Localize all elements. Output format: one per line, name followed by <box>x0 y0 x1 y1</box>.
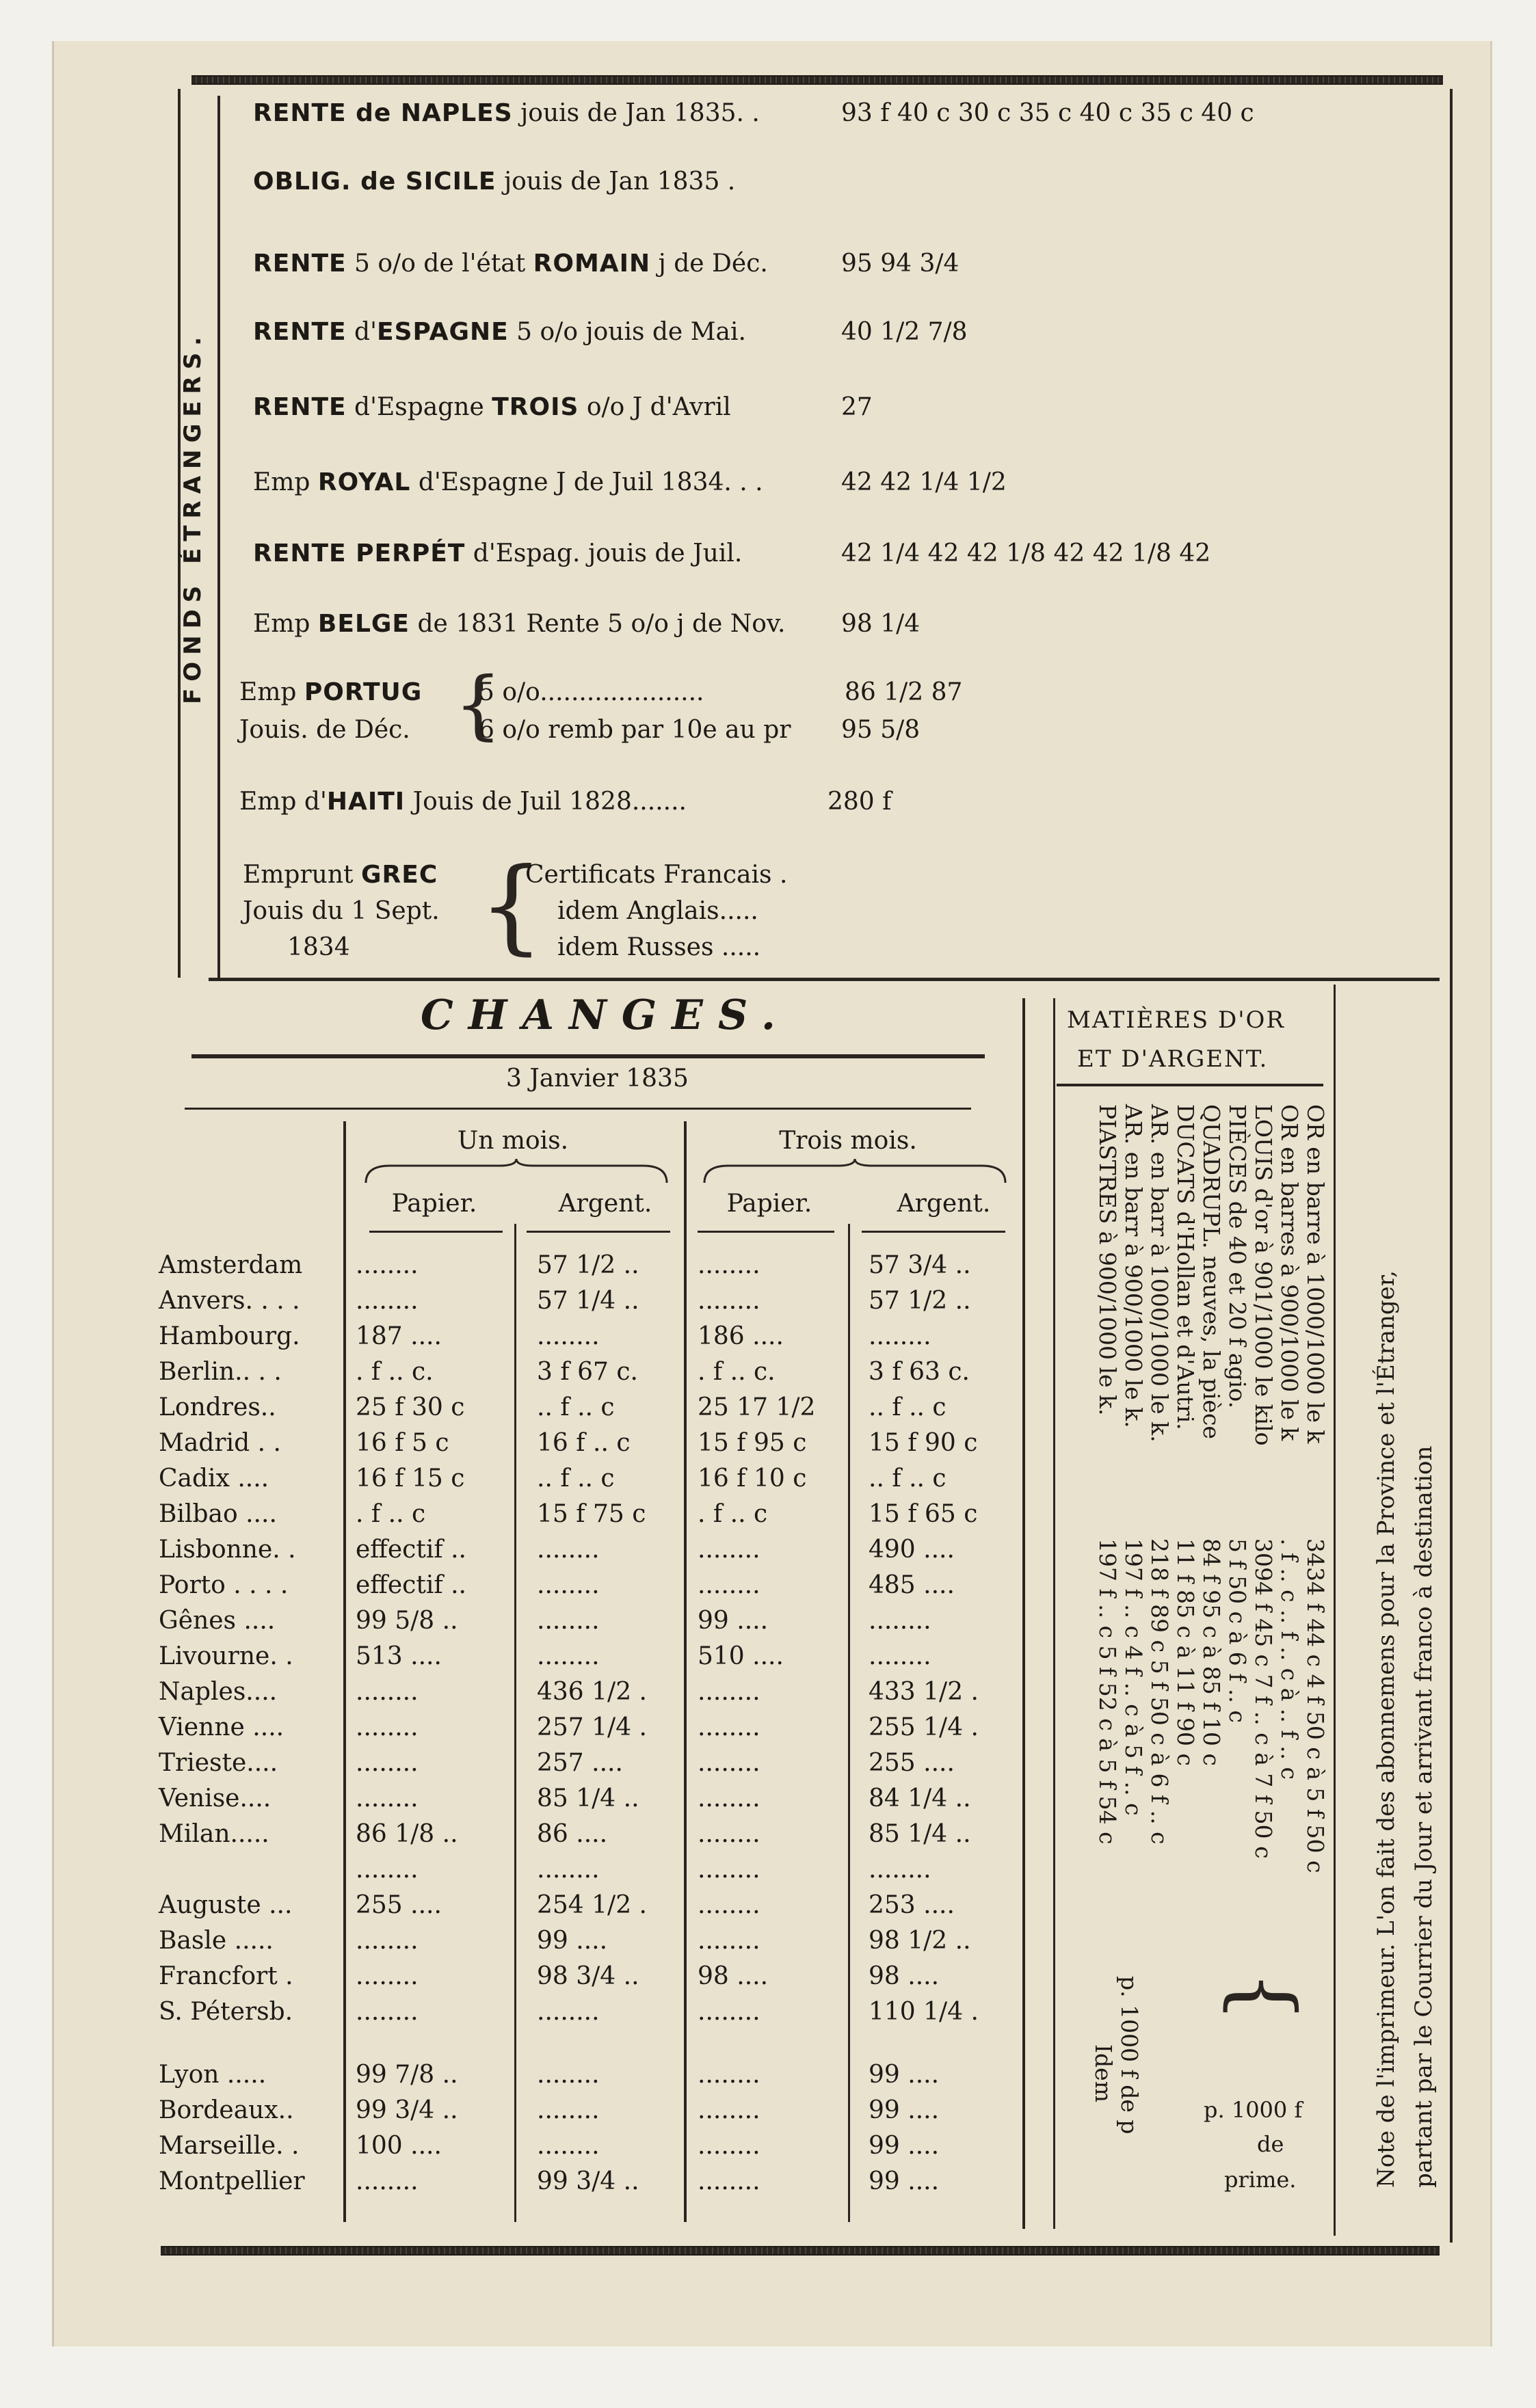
fonds-inner-line <box>217 96 220 978</box>
col-papier-2: Papier. <box>726 1190 812 1218</box>
change-cell: ........ <box>537 1322 600 1350</box>
portug-label-line1 <box>239 680 422 705</box>
portug-brace: { <box>454 660 502 748</box>
change-cell: 254 1/2 . <box>537 1891 647 1919</box>
fonds-row-label-part: OBLIG. de SICILE <box>253 168 496 196</box>
portug-name: PORTUG <box>304 678 423 706</box>
change-cell: 99 .... <box>869 2096 940 2124</box>
portug-5-label: 5 o/o..................... <box>479 678 704 706</box>
change-cell: 433 1/2 . <box>869 1678 979 1706</box>
col-line-3 <box>684 1121 687 2222</box>
change-cell: ........ <box>356 1713 419 1741</box>
change-cell: ........ <box>356 1749 419 1777</box>
fonds-row-label-part: d'Espagne J de Juil 1834. . . <box>410 468 763 496</box>
fonds-row-label-part: d' <box>346 318 377 346</box>
change-cell: 98 3/4 .. <box>537 1962 639 1990</box>
matieres-title-1: MATIÈRES D'OR <box>1067 1006 1286 1034</box>
change-cell: 84 1/4 .. <box>869 1784 971 1812</box>
change-cell: 255 .... <box>356 1891 442 1919</box>
change-cell: 15 f 75 c <box>537 1500 646 1528</box>
change-cell: 99 .... <box>869 2132 940 2160</box>
grec-name: GREC <box>360 861 438 889</box>
change-cell: ........ <box>698 1536 760 1564</box>
change-cell: ........ <box>537 1571 600 1599</box>
fonds-row-label-part: ROYAL <box>317 468 411 496</box>
fonds-row-values: 27 <box>841 393 873 421</box>
portug-5-values: 86 1/2 87 <box>845 678 963 706</box>
change-cell: ........ <box>698 1856 760 1884</box>
change-cell: ........ <box>869 1856 931 1884</box>
changes-date-rule <box>185 1108 971 1110</box>
portug-6-label: 6 o/o remb par 10e au pr <box>479 716 791 744</box>
fonds-row-values: 42 42 1/4 1/2 <box>841 468 1007 496</box>
change-cell: 99 7/8 .. <box>356 2061 458 2089</box>
change-cell: 16 f .. c <box>537 1429 631 1457</box>
change-cell: ........ <box>698 1287 760 1315</box>
change-city: Milan..... <box>159 1820 269 1848</box>
change-cell: ........ <box>356 1678 419 1706</box>
fonds-row-label <box>253 470 763 495</box>
grec-brace: { <box>479 846 544 965</box>
change-city: Basle ..... <box>159 1927 274 1955</box>
matiere-value: 11 f 85 c à 11 f 90 c <box>1172 1538 1199 1766</box>
col-head-rule-2 <box>527 1231 670 1233</box>
change-city: Gênes .... <box>159 1607 276 1635</box>
change-cell: ........ <box>698 1749 760 1777</box>
change-cell: ........ <box>698 1251 760 1279</box>
prime-3: prime. <box>1224 2167 1297 2193</box>
matiere-label: PIÈCES de 40 et 20 f agio. <box>1224 1104 1251 1408</box>
fonds-row-values: 98 1/4 <box>841 610 921 638</box>
frame-right-line <box>1450 89 1453 2243</box>
change-cell: 513 .... <box>356 1642 442 1670</box>
fonds-row-label-part: RENTE <box>253 318 347 346</box>
change-city: Lisbonne. . <box>159 1536 296 1564</box>
fonds-row-label <box>253 612 786 637</box>
change-city: Auguste ... <box>159 1891 293 1919</box>
change-cell: ........ <box>537 2061 600 2089</box>
change-cell: 86 1/8 .. <box>356 1820 458 1848</box>
fonds-row-values: 93 f 40 c 30 c 35 c 40 c 35 c 40 c <box>841 99 1254 127</box>
change-cell: ........ <box>356 1784 419 1812</box>
change-cell: .. f .. c <box>537 1464 615 1493</box>
fonds-row-label <box>253 320 746 345</box>
fonds-row-label-part: RENTE de NAPLES <box>253 99 513 127</box>
col-papier-1: Papier. <box>391 1190 477 1218</box>
change-cell: . f .. c. <box>698 1358 776 1386</box>
haiti-name: HAITI <box>326 788 406 816</box>
change-cell: 16 f 15 c <box>356 1464 465 1493</box>
matiere-label: PIASTRES à 900/1000 le k. <box>1094 1104 1121 1416</box>
change-cell: ........ <box>356 1287 419 1315</box>
changes-title: CHANGES. <box>421 991 791 1039</box>
col-line-1 <box>343 1121 346 2222</box>
brace-un-mois <box>362 1159 670 1186</box>
change-city: Lyon ..... <box>159 2061 267 2089</box>
change-cell: 85 1/4 .. <box>537 1784 639 1812</box>
portug-label-line2: Jouis. de Déc. <box>239 716 410 744</box>
grec-line3: 1834 <box>287 933 350 961</box>
change-city: Porto . . . . <box>159 1571 289 1599</box>
change-city: Vienne .... <box>159 1713 284 1741</box>
fonds-row-label <box>253 541 742 566</box>
change-cell: ........ <box>356 2167 419 2195</box>
matiere-label: AR. en barr à 1000/1000 le k. <box>1146 1104 1173 1443</box>
col-argent-2: Argent. <box>897 1190 991 1218</box>
change-cell: ........ <box>698 2061 760 2089</box>
matiere-value: . f .. c .. f .. c à .. f .. c <box>1276 1538 1303 1780</box>
fonds-row-values: 95 94 3/4 <box>841 250 959 278</box>
matiere-value: 218 f 89 c 5 f 50 c à 6 f .. c <box>1146 1538 1173 1845</box>
change-cell: 16 f 5 c <box>356 1429 449 1457</box>
fonds-row-label-part: ESPAGNE <box>376 318 509 346</box>
change-cell: 253 .... <box>869 1891 955 1919</box>
change-cell: 99 5/8 .. <box>356 1607 458 1635</box>
change-cell: . f .. c. <box>356 1358 434 1386</box>
grec-line1 <box>243 863 438 887</box>
change-cell: ........ <box>356 1998 419 2026</box>
matiere-value: 197 f .. c 5 f 52 c à 5 f 54 c <box>1094 1538 1121 1845</box>
matiere-side-note-2: Idem <box>1090 2044 1117 2102</box>
change-city: Amsterdam <box>159 1251 303 1279</box>
change-cell: 98 .... <box>698 1962 769 1990</box>
change-cell: ........ <box>698 1784 760 1812</box>
matiere-label: OR en barres à 900/1000 le k <box>1276 1104 1303 1441</box>
fonds-row-label-part: TROIS <box>492 393 579 421</box>
fonds-row-label-part: d'Espagne <box>346 393 492 421</box>
fonds-side-label: FONDS ÉTRANGERS. <box>179 330 207 704</box>
change-cell: 510 .... <box>698 1642 784 1670</box>
portug-6-values: 95 5/8 <box>841 716 921 744</box>
change-cell: effectif .. <box>356 1536 466 1564</box>
change-city: Cadix .... <box>159 1464 269 1493</box>
haiti-values: 280 f <box>827 788 892 816</box>
change-city: Venise.... <box>159 1784 272 1812</box>
prime-1: p. 1000 f <box>1204 2097 1303 2123</box>
change-cell: 16 f 10 c <box>698 1464 807 1493</box>
grec-pre: Emprunt <box>243 861 361 889</box>
matiere-label: DUCATS d'Hollan et d'Autri. <box>1172 1104 1199 1430</box>
footnote-line2: partant par le Courrier du Jour et arrivant franco à destination <box>1410 1445 1438 2188</box>
change-cell: 85 1/4 .. <box>869 1820 971 1848</box>
change-cell: ........ <box>537 2096 600 2124</box>
fonds-row-label-part: RENTE PERPÉT <box>253 539 466 567</box>
change-cell: 98 1/2 .. <box>869 1927 971 1955</box>
matiere-value: 3094 f 45 c 7 f .. c à 7 f 50 c <box>1250 1538 1277 1859</box>
change-cell: 99 3/4 .. <box>537 2167 639 2195</box>
col-head-rule-4 <box>862 1231 1005 1233</box>
footnote-line1: Note de l'imprimeur. L'on fait des abonnemens pour la Province et l'Étranger, <box>1373 1270 1400 2188</box>
change-cell: 15 f 95 c <box>698 1429 807 1457</box>
fonds-row-label-part: o/o J d'Avril <box>579 393 731 421</box>
change-city: Berlin.. . . <box>159 1358 282 1386</box>
change-cell: . f .. c <box>698 1500 768 1528</box>
change-cell: 99 .... <box>869 2061 940 2089</box>
footnote-line <box>1334 985 1336 2236</box>
group-un-mois: Un mois. <box>457 1127 569 1155</box>
change-cell: ........ <box>698 1713 760 1741</box>
change-cell: 436 1/2 . <box>537 1678 647 1706</box>
change-cell: .. f .. c <box>869 1393 946 1421</box>
change-city: S. Pétersb. <box>159 1998 293 2026</box>
change-cell: .. f .. c <box>537 1393 615 1421</box>
change-cell: ........ <box>698 2132 760 2160</box>
matiere-value: 5 f 50 c à 6 f .. c <box>1224 1538 1251 1723</box>
prime-2: de <box>1257 2131 1284 2157</box>
change-cell: 57 1/4 .. <box>537 1287 639 1315</box>
change-cell: 257 .... <box>537 1749 623 1777</box>
change-city: Anvers. . . . <box>159 1287 300 1315</box>
brace-trois-mois <box>701 1159 1009 1186</box>
fonds-row-label-part: RENTE <box>253 393 347 421</box>
fonds-row-label-part: de 1831 Rente 5 o/o j de Nov. <box>410 610 786 638</box>
change-cell: 99 .... <box>537 1927 608 1955</box>
fonds-row-label-part: 5 o/o jouis de Mai. <box>508 318 746 346</box>
matiere-label: QUADRUPL. neuves, la pièce <box>1198 1104 1225 1439</box>
change-cell: ........ <box>356 1927 419 1955</box>
change-city: Marseille. . <box>159 2132 300 2160</box>
change-cell: . f .. c <box>356 1500 426 1528</box>
change-cell: 490 .... <box>869 1536 955 1564</box>
change-city: Londres.. <box>159 1393 276 1421</box>
col-argent-1: Argent. <box>558 1190 652 1218</box>
haiti-post: Jouis de Juil 1828....... <box>405 788 687 816</box>
change-cell: 25 f 30 c <box>356 1393 465 1421</box>
change-cell: ........ <box>537 1607 600 1635</box>
col-line-5 <box>1022 998 1025 2229</box>
fonds-row-label-part: BELGE <box>317 610 410 638</box>
change-cell: 110 1/4 . <box>869 1998 979 2026</box>
fonds-row-label-part: ROMAIN <box>533 250 651 278</box>
change-cell: 86 .... <box>537 1820 608 1848</box>
col-line-6 <box>1053 998 1055 2229</box>
change-cell: ........ <box>869 1322 931 1350</box>
change-cell: ........ <box>356 1856 419 1884</box>
change-cell: ........ <box>356 1962 419 1990</box>
fonds-row-values: 42 1/4 42 42 1/8 42 42 1/8 42 <box>841 539 1211 567</box>
col-line-4 <box>848 1224 850 2222</box>
grec-item-1: Certificats Francais . <box>525 861 788 889</box>
fonds-row-label <box>253 252 768 276</box>
change-cell: 257 1/4 . <box>537 1713 647 1741</box>
change-cell: 99 .... <box>698 1607 769 1635</box>
change-cell: 25 17 1/2 <box>698 1393 816 1421</box>
fonds-row-label <box>253 170 735 194</box>
fonds-row-label-part: RENTE <box>253 250 347 278</box>
changes-title-rule <box>191 1054 985 1058</box>
matiere-side-note-1: p. 1000 f de p <box>1116 1976 1143 2135</box>
matiere-value: 197 f .. c 4 f .. c à 5 f .. c <box>1120 1538 1147 1816</box>
fonds-row-label <box>253 395 731 420</box>
fonds-row-label-part: j de Déc. <box>650 250 768 278</box>
change-city: Hambourg. <box>159 1322 300 1350</box>
matieres-brace: { <box>1217 1970 1312 2023</box>
change-cell: ........ <box>698 2167 760 2195</box>
change-cell: 3 f 67 c. <box>537 1358 638 1386</box>
change-cell: ........ <box>537 1536 600 1564</box>
change-cell: 15 f 65 c <box>869 1500 978 1528</box>
fonds-row-label-part: 5 o/o de l'état <box>346 250 533 278</box>
change-cell: ........ <box>869 1607 931 1635</box>
matieres-title-rule <box>1057 1084 1323 1086</box>
change-cell: 57 1/2 .. <box>537 1251 639 1279</box>
grec-line2: Jouis du 1 Sept. <box>243 897 440 925</box>
group-trois-mois: Trois mois. <box>779 1127 917 1155</box>
change-city: Montpellier <box>159 2167 305 2195</box>
change-cell: 255 1/4 . <box>869 1713 979 1741</box>
changes-date: 3 Janvier 1835 <box>506 1065 689 1093</box>
change-cell: .. f .. c <box>869 1464 946 1493</box>
change-cell: ........ <box>698 1571 760 1599</box>
matiere-label: AR. en barr à 900/1000 le k. <box>1120 1104 1147 1428</box>
fonds-row-label-part: jouis de Jan 1835. . <box>512 99 760 127</box>
change-city: Trieste.... <box>159 1749 278 1777</box>
change-cell: ........ <box>537 1998 600 2026</box>
change-cell: 99 .... <box>869 2167 940 2195</box>
change-cell: effectif .. <box>356 1571 466 1599</box>
fonds-bottom-rule <box>209 978 1440 981</box>
change-cell: ........ <box>698 1820 760 1848</box>
change-city: Bilbao .... <box>159 1500 277 1528</box>
change-cell: 187 .... <box>356 1322 442 1350</box>
change-cell: ........ <box>698 1998 760 2026</box>
bottom-rule <box>161 2246 1440 2256</box>
change-cell: 100 .... <box>356 2132 442 2160</box>
change-city: Naples.... <box>159 1678 278 1706</box>
fonds-row-label-part: d'Espag. jouis de Juil. <box>465 539 743 567</box>
matiere-label: LOUIS d'or à 901/1000 le kilo <box>1250 1104 1277 1446</box>
matiere-value: 84 f 95 c à 85 f 10 c <box>1198 1538 1225 1766</box>
change-cell: ........ <box>869 1642 931 1670</box>
change-cell: ........ <box>537 1642 600 1670</box>
change-cell: 485 .... <box>869 1571 955 1599</box>
col-line-2 <box>514 1224 516 2222</box>
top-rule <box>191 75 1443 85</box>
change-cell: 57 3/4 .. <box>869 1251 971 1279</box>
fonds-row-label-part: Emp <box>253 610 318 638</box>
change-cell: 99 3/4 .. <box>356 2096 458 2124</box>
haiti-pre: Emp d' <box>239 788 327 816</box>
change-city: Madrid . . <box>159 1429 281 1457</box>
portug-emp: Emp <box>239 678 304 706</box>
change-city: Bordeaux.. <box>159 2096 294 2124</box>
change-cell: ........ <box>537 2132 600 2160</box>
change-cell: 3 f 63 c. <box>869 1358 970 1386</box>
change-cell: 98 .... <box>869 1962 940 1990</box>
change-cell: 255 .... <box>869 1749 955 1777</box>
change-cell: 186 .... <box>698 1322 784 1350</box>
change-city: Francfort . <box>159 1962 293 1990</box>
col-head-rule-3 <box>698 1231 834 1233</box>
matiere-label: OR en barre à 1000/1000 le k <box>1302 1104 1329 1444</box>
fonds-row-label-part: Emp <box>253 468 318 496</box>
grec-item-3: idem Russes ..... <box>557 933 761 961</box>
change-cell: ........ <box>698 1927 760 1955</box>
fonds-row-label-part: jouis de Jan 1835 . <box>496 168 736 196</box>
change-city: Livourne. . <box>159 1642 293 1670</box>
change-cell: ........ <box>698 1678 760 1706</box>
change-cell: 15 f 90 c <box>869 1429 978 1457</box>
change-cell: ........ <box>537 1856 600 1884</box>
matiere-value: 3434 f 44 c 4 f 50 c à 5 f 50 c <box>1302 1538 1329 1873</box>
grec-item-2: idem Anglais..... <box>557 897 758 925</box>
fonds-row-values: 40 1/2 7/8 <box>841 318 968 346</box>
change-cell: ........ <box>698 2096 760 2124</box>
fonds-row-label <box>253 101 760 126</box>
change-cell: 57 1/2 .. <box>869 1287 971 1315</box>
matieres-title-2: ET D'ARGENT. <box>1077 1045 1269 1073</box>
haiti-label <box>239 790 687 814</box>
change-cell: ........ <box>356 1251 419 1279</box>
col-head-rule-1 <box>369 1231 503 1233</box>
change-cell: ........ <box>698 1891 760 1919</box>
